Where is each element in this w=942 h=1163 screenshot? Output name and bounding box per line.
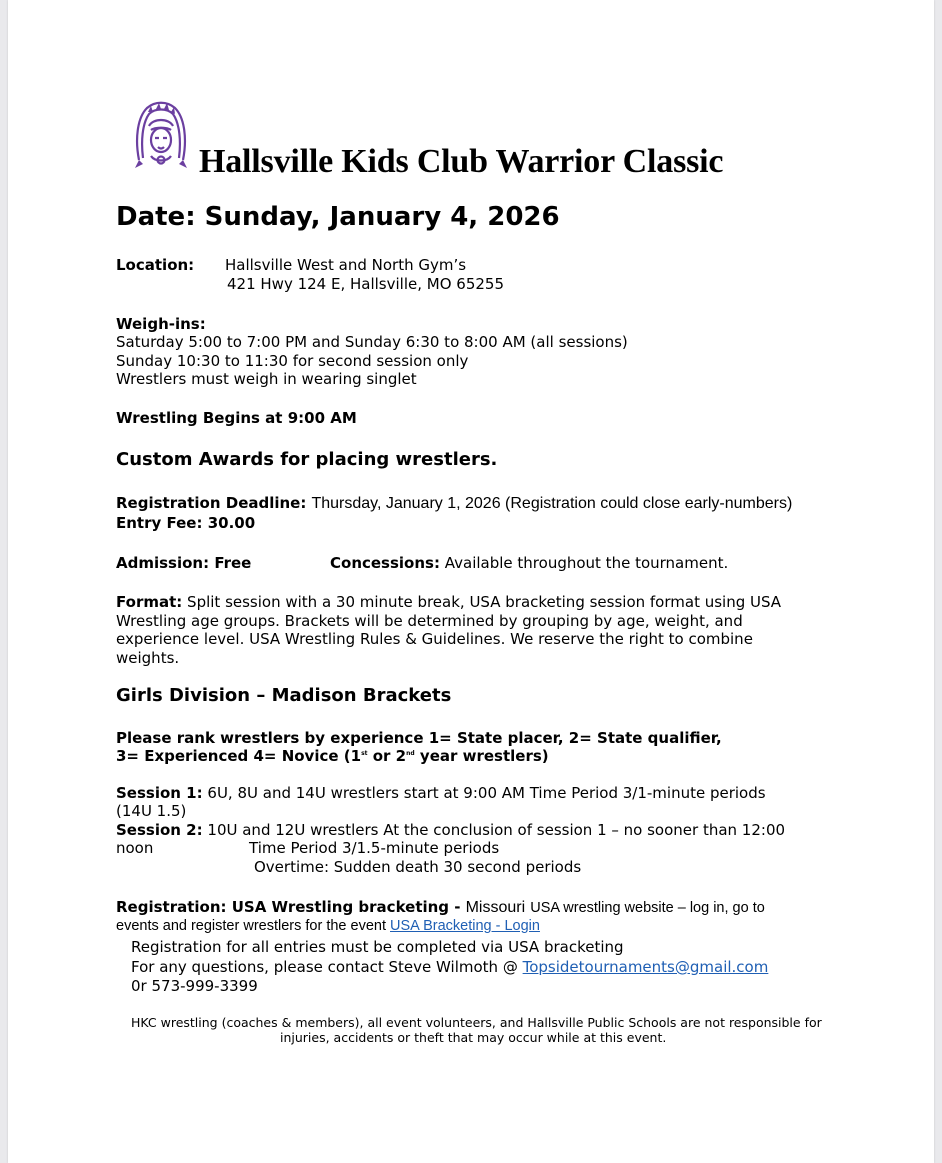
format-line1 [116, 593, 781, 611]
registration-line3: Registration for all entries must be completed via USA bracketing [131, 938, 624, 956]
session1-line1-text: 6U, 8U and 14U wrestlers start at 9:00 AM Time Period 3/1-minute periods [207, 784, 766, 802]
custom-awards-part2: for placing wrestlers. [280, 449, 498, 470]
session1-line2: (14U 1.5) [116, 802, 187, 820]
usa-bracketing-login-link[interactable]: USA Bracketing - Login [390, 918, 540, 934]
rank-line2 [116, 747, 549, 765]
registration-deadline [116, 493, 792, 513]
weighins-label: Weigh-ins: [116, 315, 206, 333]
contact-email-link[interactable]: Topsidetournaments@gmail.com [522, 958, 769, 976]
disclaimer-line2: injuries, accidents or theft that may occur while at this event. [280, 1030, 667, 1045]
rank-line2-part2: or 2 [367, 747, 407, 765]
session2-line1 [116, 821, 785, 839]
rank-line2-part3: year wrestlers) [414, 747, 549, 765]
registration-label: Registration: USA Wrestling bracketing - [116, 898, 461, 916]
concessions-value: Available throughout the tournament. [444, 554, 729, 572]
rank-sup-2nd: nd [406, 750, 415, 757]
format-line2: Wrestling age groups. Brackets will be determined by grouping by age, weight, and [116, 612, 743, 630]
session1-line1 [116, 784, 766, 802]
girls-division-heading: Girls Division – Madison Brackets [116, 685, 452, 706]
location-line1: Hallsville West and North Gym’s [225, 256, 467, 274]
session2-line2a: noon [116, 839, 154, 857]
format-line4: weights. [116, 649, 180, 667]
weighins-line2: Sunday 10:30 to 11:30 for second session only [116, 352, 469, 370]
weighins-line3: Wrestlers must weigh in wearing singlet [116, 370, 417, 388]
registration-line1-rest: USA wrestling website – log in, go to [530, 900, 765, 916]
registration-line4-text: For any questions, please contact Steve Wilmoth @ [131, 958, 518, 976]
custom-awards-part1: Custom Awards [116, 449, 274, 470]
registration-deadline-value: Thursday, January 1, 2026 (Registration could close early-numbers) [311, 495, 793, 512]
registration-line4 [131, 958, 768, 976]
registration-deadline-label: Registration Deadline: [116, 494, 307, 512]
session1-label: Session 1: [116, 784, 203, 802]
registration-line1 [116, 897, 765, 917]
rank-line2-part1: 3= Experienced 4= Novice (1 [116, 747, 362, 765]
location-label: Location: [116, 256, 195, 274]
custom-awards-heading [116, 449, 497, 470]
weighins-line1: Saturday 5:00 to 7:00 PM and Sunday 6:30 to 8:00 AM (all sessions) [116, 333, 628, 351]
format-line1-text: Split session with a 30 minute break, USA bracketing session format using USA [187, 593, 782, 611]
session2-label: Session 2: [116, 821, 203, 839]
rank-line1: Please rank wrestlers by experience 1= State placer, 2= State qualifier, [116, 729, 722, 747]
page-title: Hallsville Kids Club Warrior Classic [199, 143, 724, 180]
entry-fee: Entry Fee: 30.00 [116, 514, 256, 532]
session2-line3: Overtime: Sudden death 30 second periods [254, 858, 582, 876]
event-date: Date: Sunday, January 4, 2026 [116, 202, 560, 232]
registration-missouri: Missouri [465, 899, 526, 916]
format-line3: experience level. USA Wrestling Rules & Guidelines. We reserve the right to combine [116, 630, 753, 648]
concessions [330, 554, 728, 572]
registration-line2 [116, 918, 540, 934]
session2-line1-text: 10U and 12U wrestlers At the conclusion of session 1 – no sooner than 12:00 [207, 821, 786, 839]
format-label: Format: [116, 593, 183, 611]
registration-line5: 0r 573-999-3399 [131, 977, 258, 995]
admission: Admission: Free [116, 554, 252, 572]
warrior-logo-icon [133, 100, 189, 172]
disclaimer-line1: HKC wrestling (coaches & members), all event volunteers, and Hallsville Public Schools are not responsible for [131, 1015, 822, 1030]
registration-line2-text: events and register wrestlers for the event [116, 918, 386, 934]
wrestling-begins: Wrestling Begins at 9:00 AM [116, 409, 357, 427]
rank-sup-1st: st [361, 750, 368, 757]
concessions-label: Concessions: [330, 554, 440, 572]
location-line2: 421 Hwy 124 E, Hallsville, MO 65255 [227, 275, 505, 293]
session2-line2b: Time Period 3/1.5-minute periods [249, 839, 500, 857]
